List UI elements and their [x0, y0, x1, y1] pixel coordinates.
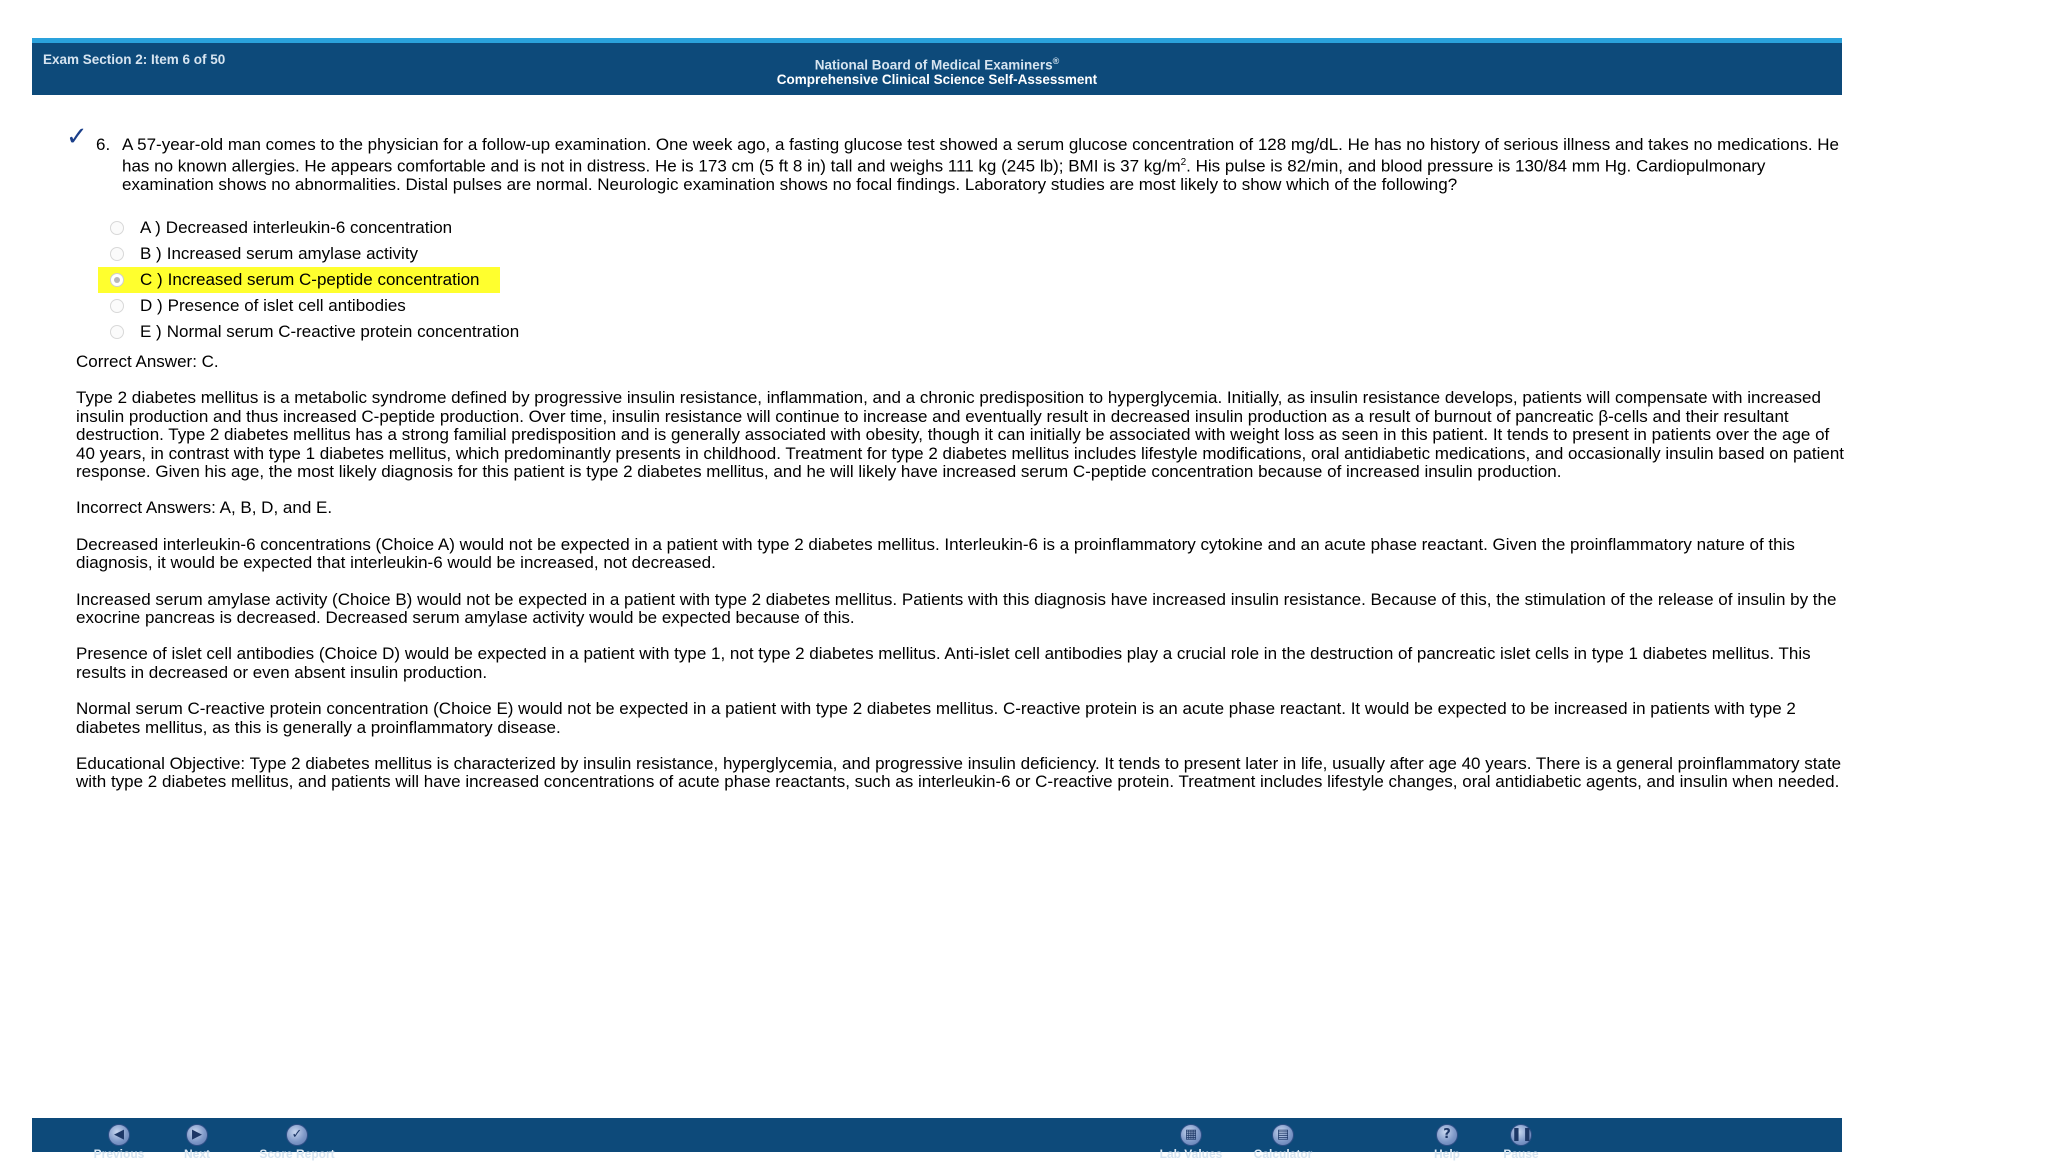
item-counter: Exam Section 2: Item 6 of 50: [43, 52, 226, 67]
explanation-choice-a: Decreased interleukin-6 concentrations (Choice A) would not be expected in a patient with type 2 diabetes mellitus. Interleukin-6 is a proinflammatory cytokine and an acute phase reactant. Given the proinflammatory nature of this diagnosis, it would be expected that interleukin-6 would be increased, not decreased.: [76, 534, 1795, 573]
stem-text-1: A 57-year-old man comes to the physician for a follow-up examination. One week ago, a fasting glucose test showed a serum glucose concentration of 128 mg/dL. He has no history of serious illness and takes no medications. He has no known allergies. He appears comfortable and is not in distress. He is 173 cm (5 ft 8 in) tall and weighs 111 kg (245 lb); BMI is 37 kg/m: [122, 135, 1839, 177]
title-line-2: Comprehensive Clinical Science Self-Assessment: [776, 71, 1098, 87]
radio-button-a[interactable]: [110, 221, 124, 235]
option-letter: A ): [140, 217, 161, 237]
lab-values-label: Lab Values: [1159, 1147, 1223, 1161]
explanation-choice-d: Presence of islet cell antibodies (Choice D) would be expected in a patient with type 1, not type 2 diabetes mellitus. Anti-islet cell antibodies play a crucial role in the destruction of pancreatic islet cells in type 1 diabetes mellitus. This results in decreased or even absent insulin production.: [76, 644, 1811, 682]
option-c[interactable]: [98, 267, 500, 293]
correct-answer: Correct Answer: C.: [76, 351, 219, 371]
checkmark-circle-icon: ✓: [286, 1124, 308, 1146]
stem-superscript: 2: [1180, 157, 1187, 169]
option-d[interactable]: [98, 293, 426, 319]
calculator-label: Calculator: [1253, 1147, 1313, 1161]
checkmark-icon: ✓: [66, 122, 88, 152]
exam-title: [32, 54, 1842, 87]
exam-header: [32, 38, 1842, 95]
radio-button-d[interactable]: [110, 299, 124, 313]
calculator-icon: ▤: [1272, 1124, 1294, 1146]
previous-button[interactable]: [79, 1124, 159, 1160]
option-text: Presence of islet cell antibodies: [167, 295, 406, 315]
arrow-right-icon: ▶: [186, 1124, 208, 1146]
answer-options: [98, 215, 1846, 345]
score-report-label: Score Report: [259, 1147, 335, 1161]
pause-button[interactable]: [1481, 1124, 1561, 1160]
explanation-choice-e: Normal serum C-reactive protein concentration (Choice E) would not be expected in a patient with type 2 diabetes mellitus. C-reactive protein is an acute phase reactant. It would be expected to be increased in patients with type 2 diabetes mellitus, as this is generally a proinflammatory disease.: [76, 699, 1796, 737]
score-report-button[interactable]: [257, 1124, 337, 1160]
lab-values-icon: ▦: [1180, 1124, 1202, 1146]
pause-label: Pause: [1503, 1147, 1539, 1161]
help-label: Help: [1433, 1147, 1460, 1161]
question-number: 6.: [96, 135, 111, 154]
radio-button-b[interactable]: [110, 247, 124, 261]
option-letter: D ): [140, 295, 163, 315]
next-label: Next: [183, 1147, 210, 1161]
lab-values-button[interactable]: [1151, 1124, 1231, 1160]
next-button[interactable]: [157, 1124, 237, 1160]
help-button[interactable]: [1407, 1124, 1487, 1160]
previous-label: Previous: [93, 1147, 145, 1161]
question-mark-icon: ?: [1436, 1124, 1458, 1146]
calculator-button[interactable]: [1243, 1124, 1323, 1160]
pause-icon: ❚❚: [1510, 1124, 1532, 1146]
question-content: [76, 128, 1846, 792]
registered-mark: ®: [1052, 56, 1060, 66]
option-e[interactable]: [98, 319, 539, 345]
radio-button-c[interactable]: [110, 273, 124, 287]
stem-text-2: . His pulse is 82/min, and blood pressure is 130/84 mm Hg. Cardiopulmonary examination shows no abnormalities. Distal pulses are normal. Neurologic examination shows no focal findings. Laboratory studies are most likely to show which of the following?: [122, 157, 1766, 195]
option-b[interactable]: [98, 241, 438, 267]
incorrect-answers: Incorrect Answers: A, B, D, and E.: [76, 498, 333, 518]
option-text: Increased serum amylase activity: [166, 243, 419, 263]
option-text: Decreased interleukin-6 concentration: [165, 217, 453, 237]
question-stem: [86, 136, 1846, 195]
option-text: Increased serum C-peptide concentration: [167, 269, 480, 289]
arrow-left-icon: ◀: [108, 1124, 130, 1146]
option-letter: B ): [140, 243, 162, 263]
explanation-choice-b: Increased serum amylase activity (Choice B) would not be expected in a patient with type 2 diabetes mellitus. Patients with this diagnosis have increased insulin resistance. Because of this, the stimulation of the release of insulin by the exocrine pancreas is decreased. Decreased serum amylase activity would be expected because of this.: [76, 589, 1837, 627]
educational-objective: Educational Objective: Type 2 diabetes mellitus is characterized by insulin resistance, hyperglycemia, and progressive insulin deficiency. It tends to present later in life, usually after age 40 years. There is a general proinflammatory state with type 2 diabetes mellitus, and patients will have increased concentrations of acute phase reactants, such as interleukin-6 or C-reactive protein. Treatment includes lifestyle changes, oral antidiabetic agents, and insulin when needed.: [76, 753, 1842, 792]
option-letter: C ): [140, 269, 163, 289]
option-text: Normal serum C-reactive protein concentration: [166, 321, 520, 341]
exam-footer-toolbar: [32, 1118, 1842, 1161]
radio-button-e[interactable]: [110, 325, 124, 339]
option-a[interactable]: [98, 215, 472, 241]
title-line-1: National Board of Medical Examiners: [814, 57, 1053, 73]
explanation-main: Type 2 diabetes mellitus is a metabolic syndrome defined by progressive insulin resistance, inflammation, and a chronic predisposition to hyperglycemia. Initially, as insulin resistance develops, patients will compensate with increased insulin production and thus increased C-peptide production. Over time, insulin resistance will continue to increase and eventually result in decreased insulin production as a result of burnout of pancreatic β-cells and their resultant destruction. Type 2 diabetes mellitus has a strong familial predisposition and is generally associated with obesity, though it can initially be associated with weight loss as seen in this patient. It tends to present in patients over the age of 40 years, in contrast with type 1 diabetes mellitus, which predominantly presents in childhood. Treatment for type 2 diabetes mellitus includes lifestyle modifications, oral antidiabetic medications, and occasionally insulin based on patient response. Given his age, the most likely diagnosis for this patient is type 2 diabetes mellitus, and he will likely have increased serum C-peptide concentration because of increased insulin production.: [76, 388, 1845, 481]
option-letter: E ): [140, 321, 162, 341]
